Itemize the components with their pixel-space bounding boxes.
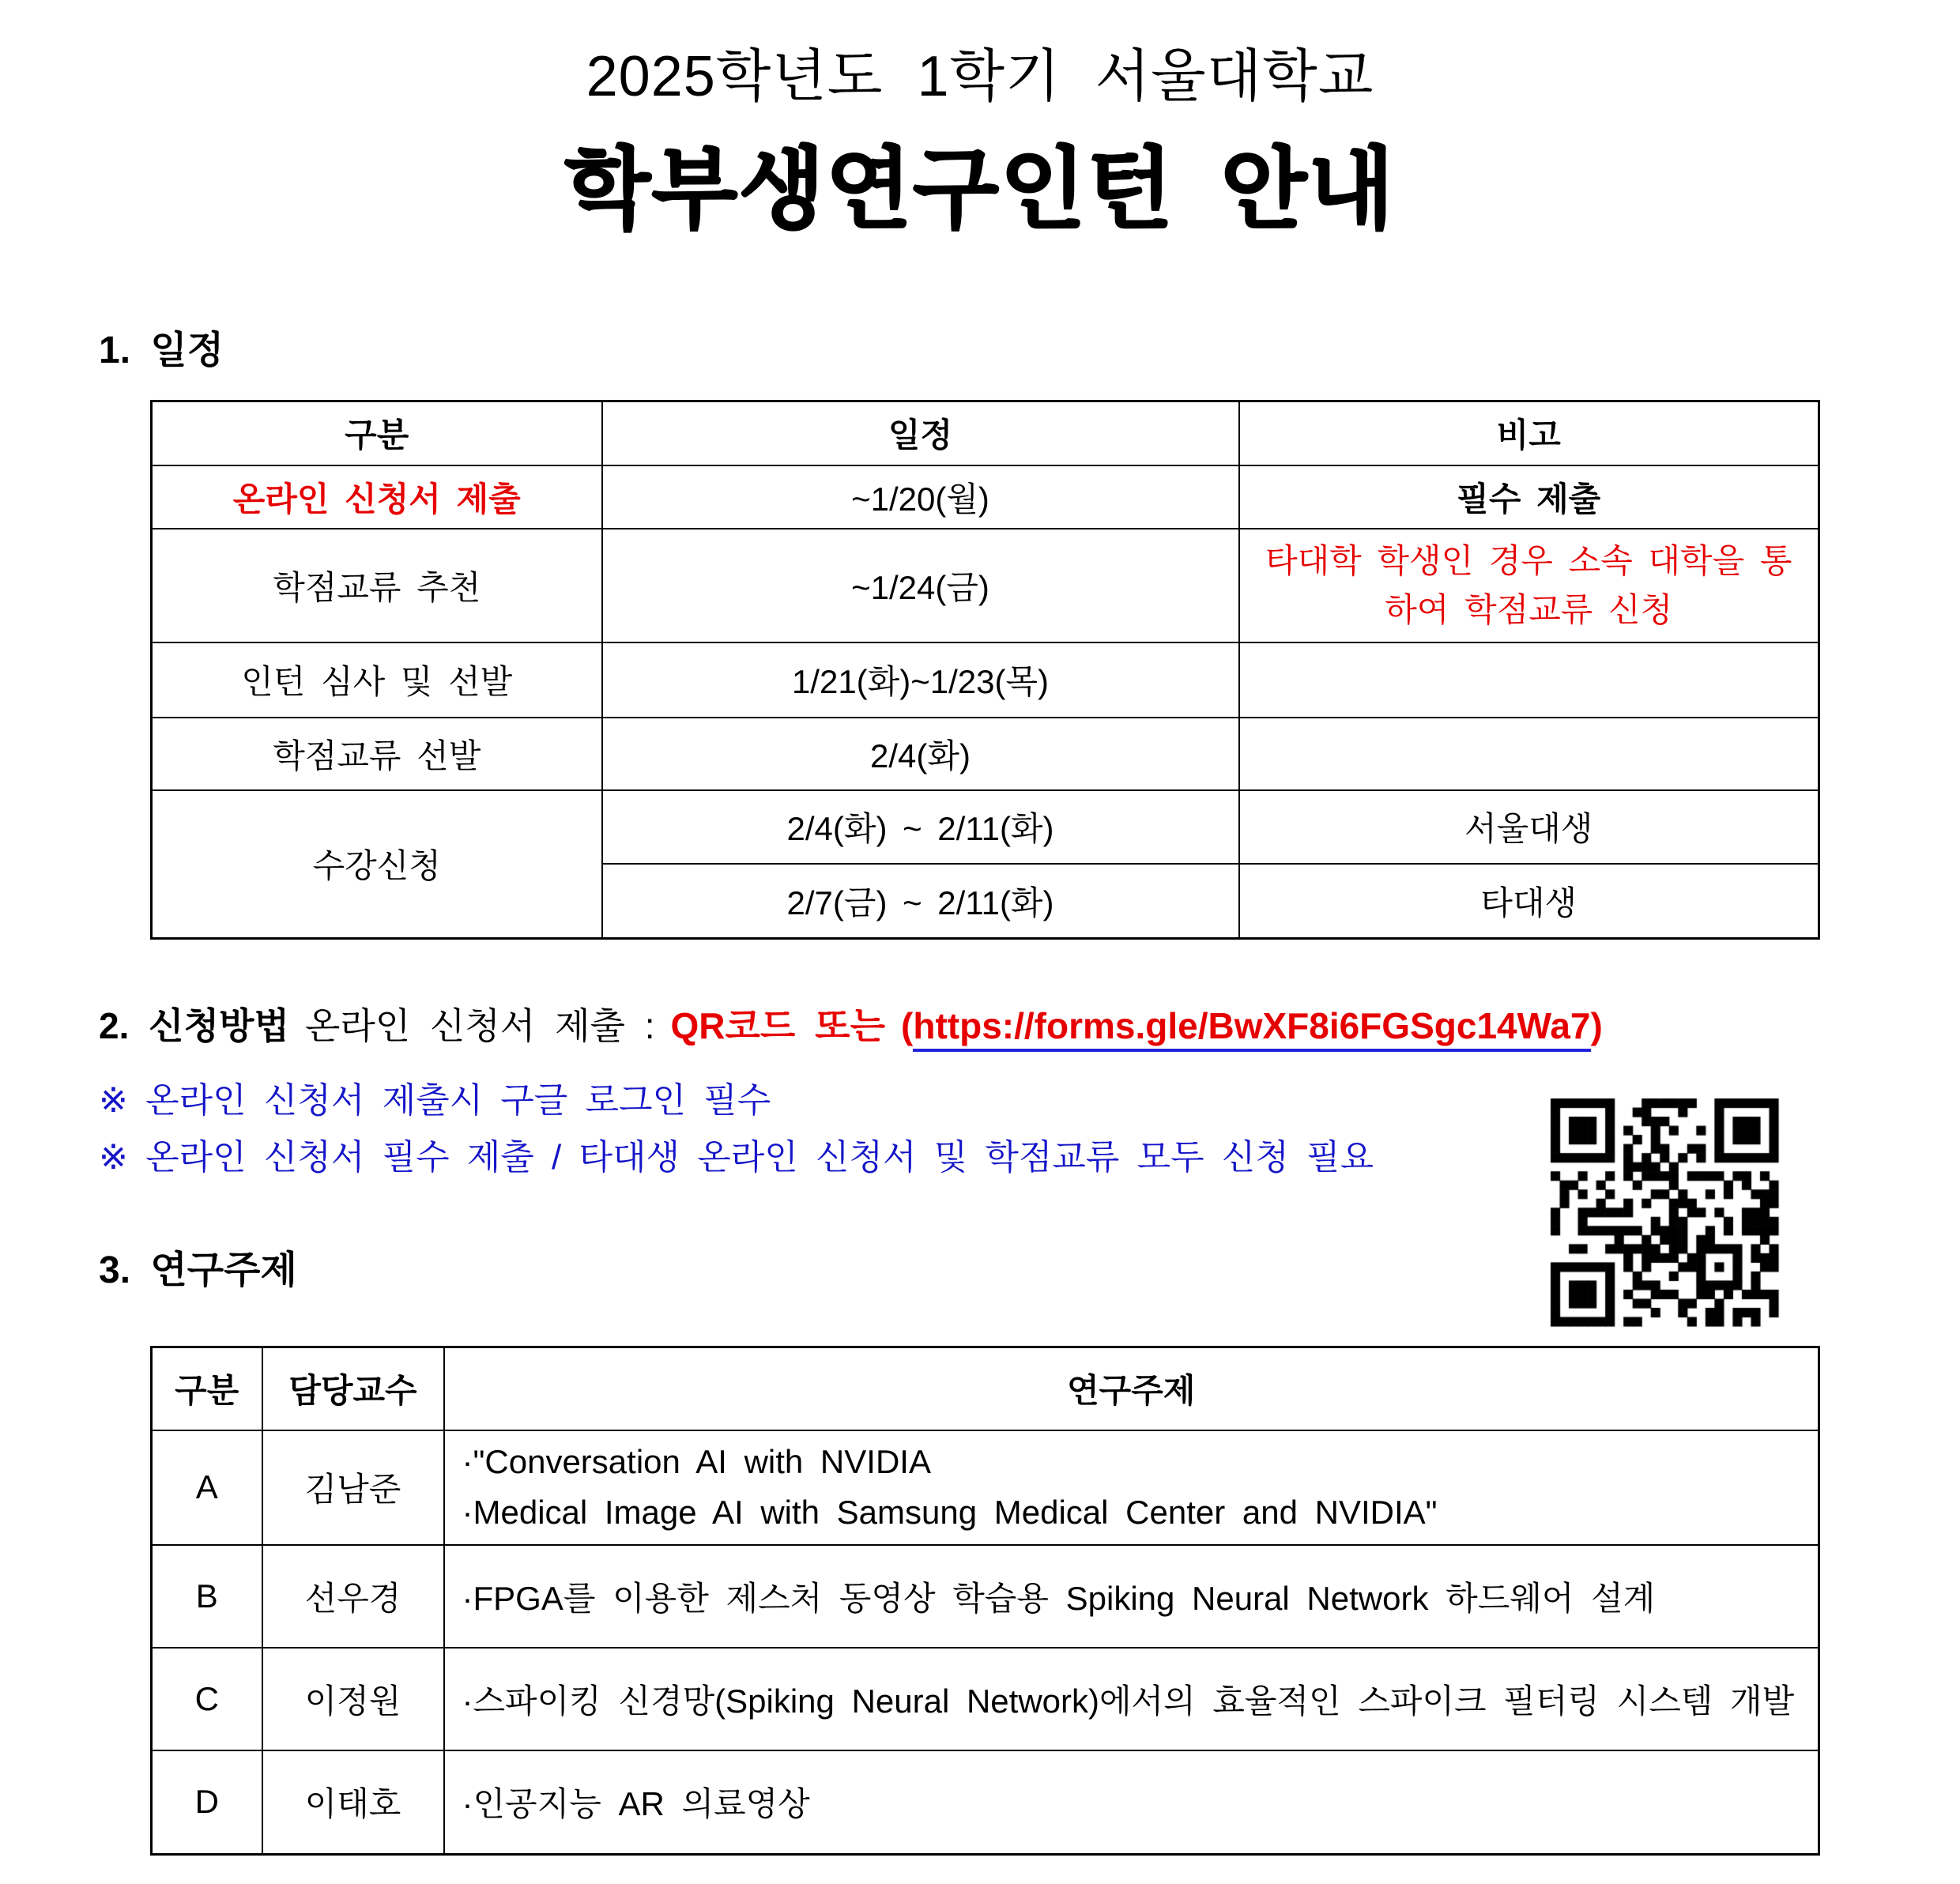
topic-line: ·Medical Image AI with Samsung Medical Center and NVIDIA" [462,1494,1438,1531]
cell-professor: 이정원 [262,1648,444,1750]
cell-date: 2/7(금) ~ 2/11(화) [602,864,1239,939]
section1-heading: 1. 일정 [99,330,224,371]
section2-text: 온라인 신청서 제출 : [304,1005,655,1046]
research-topics-table [150,1346,1820,1856]
cell-date: ~1/24(금) [602,529,1239,642]
schedule-table [150,400,1820,940]
schedule-header-note: 비고 [1239,401,1819,465]
table-row [152,718,1819,790]
section2-heading [99,997,1603,1049]
document-title-line1: 2025학년도 1학기 서울대학교 [586,45,1374,108]
table-row [152,1430,1819,1545]
topics-header-row [152,1347,1819,1430]
cell-topic: ·인공지능 AR 의료영상 [444,1750,1819,1855]
topics-header-category: 구분 [152,1347,262,1430]
cell-note [1239,718,1819,790]
cell-topic: ·FPGA를 이용한 제스처 동영상 학습용 Spiking Neural Network 하드웨어 설계 [444,1545,1819,1648]
cell-note: 필수 제출 [1239,465,1819,529]
note-google-login: ※ 온라인 신청서 제출시 구글 로그인 필수 [99,1081,771,1120]
table-row [152,1545,1819,1648]
schedule-header-date: 일정 [602,401,1239,465]
table-row [152,1648,1819,1750]
table-row [152,642,1819,718]
section2-number: 2. 신청방법 [99,1005,289,1046]
section3-heading: 3. 연구주제 [99,1249,297,1291]
topic-line: ·"Conversation AI with NVIDIA [462,1443,931,1480]
topics-header-topic: 연구주제 [444,1347,1819,1430]
note-required-submission: ※ 온라인 신청서 필수 제출 / 타대생 온라인 신청서 및 학점교류 모두 신청 필요 [99,1138,1374,1177]
cell-date: 2/4(화) [602,718,1239,790]
link-paren-open: ( [901,1005,914,1046]
cell-group-id: D [152,1750,262,1855]
table-row [152,1750,1819,1855]
cell-group-id: C [152,1648,262,1750]
link-paren-close: ) [1590,1005,1603,1046]
cell-note [1239,642,1819,718]
table-row [152,465,1819,529]
cell-date: ~1/20(월) [602,465,1239,529]
cell-label: 학점교류 추천 [152,529,602,642]
cell-group-id: A [152,1430,262,1545]
table-row [152,529,1819,642]
document-title-line2: 학부생연구인턴 안내 [564,140,1396,239]
cell-note: 서울대생 [1239,790,1819,864]
cell-label: 학점교류 선발 [152,718,602,790]
cell-date: 1/21(화)~1/23(목) [602,642,1239,718]
qr-code [1540,1087,1789,1337]
cell-professor: 선우경 [262,1545,444,1648]
cell-note: 타대생 [1239,864,1819,939]
qr-label: QR코드 또는 [670,1005,886,1046]
cell-topic: ·스파이킹 신경망(Spiking Neural Network)에서의 효율적인 스파이크 필터링 시스템 개발 [444,1648,1819,1750]
cell-note: 타대학 학생인 경우 소속 대학을 통하여 학점교류 신청 [1239,529,1819,642]
cell-date: 2/4(화) ~ 2/11(화) [602,790,1239,864]
cell-label: 인턴 심사 및 선발 [152,642,602,718]
cell-label: 온라인 신청서 제출 [152,465,602,529]
cell-professor: 김남준 [262,1430,444,1545]
table-row [152,790,1819,864]
cell-group-id: B [152,1545,262,1648]
cell-professor: 이태호 [262,1750,444,1855]
topics-header-professor: 담당교수 [262,1347,444,1430]
schedule-header-row [152,401,1819,465]
cell-label: 수강신청 [152,790,602,939]
cell-topic [444,1430,1819,1545]
application-form-link[interactable]: https://forms.gle/BwXF8i6FGSgc14Wa7 [913,1005,1590,1052]
schedule-header-category: 구분 [152,401,602,465]
